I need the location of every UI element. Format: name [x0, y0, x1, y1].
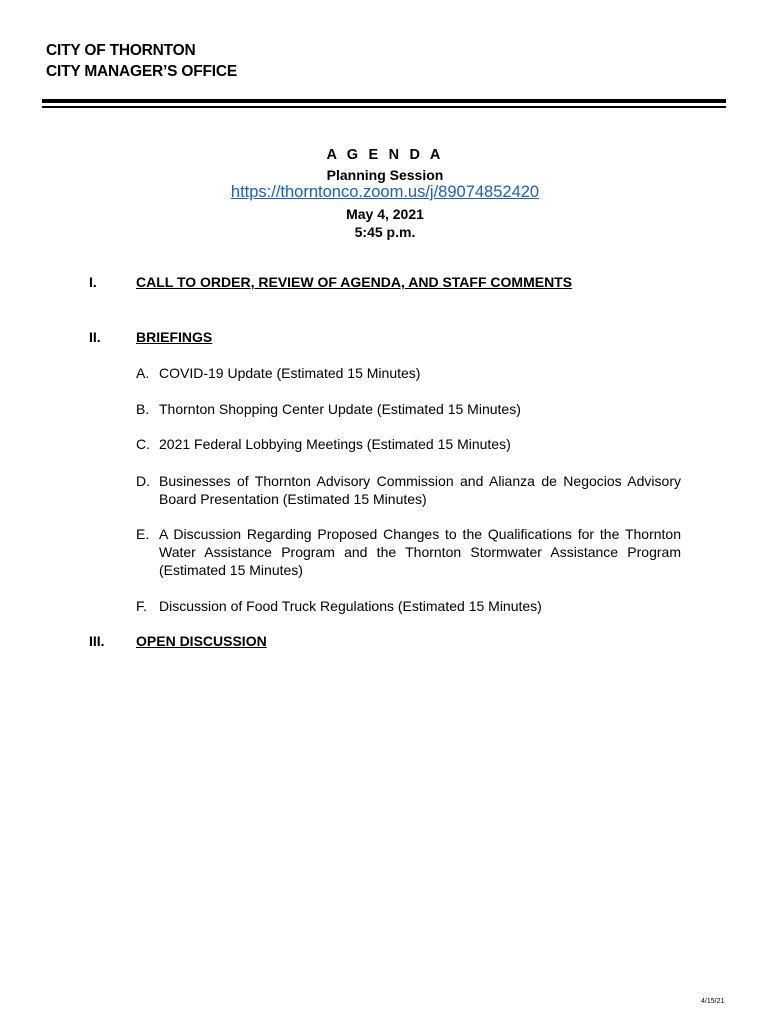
item-letter: E.	[136, 526, 150, 542]
revision-date: 4/15/21	[701, 998, 725, 1005]
briefing-item	[136, 525, 681, 579]
org-name: CITY OF THORNTON	[46, 42, 196, 59]
agenda-title: A G E N D A	[326, 147, 444, 163]
briefing-item	[136, 472, 681, 508]
header-rule-thin	[42, 106, 726, 108]
briefing-item	[136, 400, 681, 418]
item-text: A Discussion Regarding Proposed Changes to the Qualifications for the Thornton Water Assistance Program and the Thornton Stormwater Assistance Program (Estimated 15 Minutes)	[159, 526, 681, 578]
briefing-item	[136, 435, 681, 453]
section-heading-call-to-order: CALL TO ORDER, REVIEW OF AGENDA, AND STAFF COMMENTS	[136, 274, 573, 290]
briefing-item	[136, 597, 681, 615]
session-name: Planning Session	[326, 167, 444, 183]
office-name: CITY MANAGER’S OFFICE	[46, 63, 237, 80]
header-rule-thick	[42, 99, 726, 103]
section-numeral: I.	[89, 274, 97, 290]
item-letter: C.	[136, 436, 150, 452]
item-text: Businesses of Thornton Advisory Commission and Alianza de Negocios Advisory Board Presentation (Estimated 15 Minutes)	[159, 473, 681, 507]
meeting-date: May 4, 2021	[346, 206, 424, 222]
item-text: Discussion of Food Truck Regulations (Estimated 15 Minutes)	[159, 598, 542, 614]
item-text: Thornton Shopping Center Update (Estimated 15 Minutes)	[159, 401, 521, 417]
item-text: COVID-19 Update (Estimated 15 Minutes)	[159, 365, 421, 381]
section-heading-open-discussion: OPEN DISCUSSION	[136, 633, 267, 649]
briefing-item	[136, 364, 681, 382]
item-letter: F.	[136, 598, 147, 614]
section-numeral: II.	[89, 329, 101, 345]
item-letter: A.	[136, 365, 150, 381]
meeting-link[interactable]: https://thorntonco.zoom.us/j/89074852420	[230, 183, 540, 201]
item-letter: B.	[136, 401, 150, 417]
section-numeral: III.	[89, 633, 105, 649]
item-text: 2021 Federal Lobbying Meetings (Estimated 15 Minutes)	[159, 436, 511, 452]
meeting-time: 5:45 p.m.	[354, 224, 416, 240]
section-heading-briefings: BRIEFINGS	[136, 329, 213, 345]
item-letter: D.	[136, 473, 150, 489]
